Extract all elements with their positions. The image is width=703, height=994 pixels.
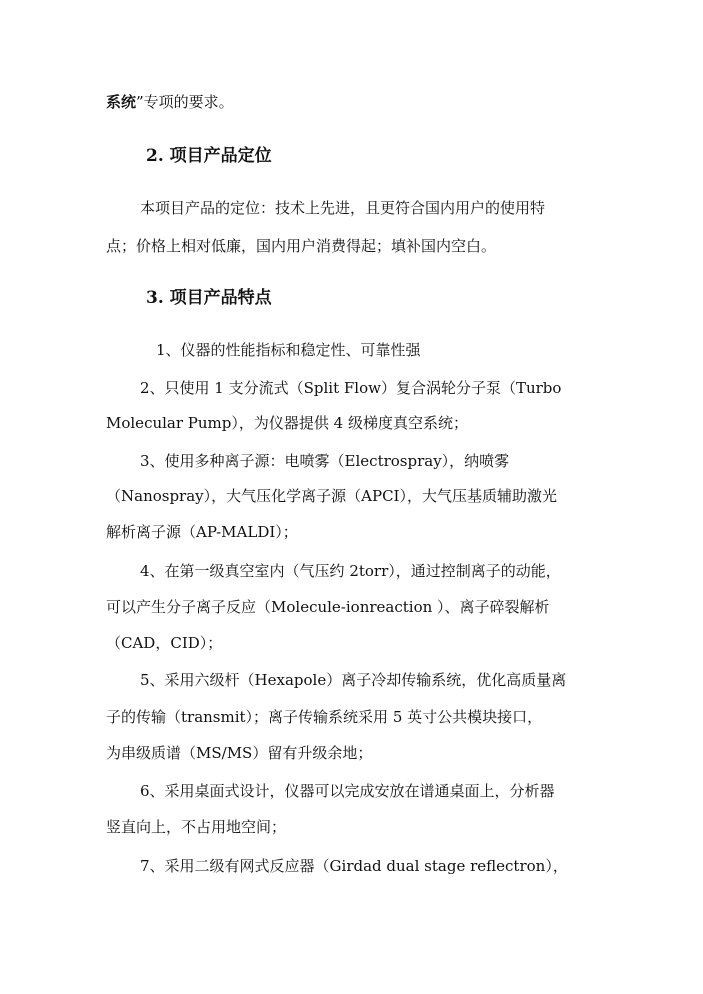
intro-bold-text: 系统 [106,93,137,111]
feature-item-6-line2: 竖直向上，不占用地空间； [106,818,287,836]
feature-item-5-line2: 子的传输（transmit）；离子传输系统采用 5 英寸公共模块接口， [106,708,543,726]
feature-item-5-line1: 5、采用六级杆（Hexapole）离子冷却传输系统，优化高质量离 [140,671,567,689]
feature-item-4-line3: （CAD，CID）； [106,634,223,652]
section3-heading: 3. 项目产品特点 [146,288,272,308]
feature-item-3-line3: 解析离子源（AP-MALDI）； [106,523,298,541]
feature-item-2-line1: 2、只使用 1 支分流式（Split Flow）复合涡轮分子泵（Turbo [140,379,562,397]
intro-line [106,92,234,112]
feature-item-1: 1、仪器的性能指标和稳定性、可靠性强 [156,341,421,359]
intro-rest-text: ”专项的要求。 [136,93,234,111]
section2-para-line1: 本项目产品的定位：技术上先进，且更符合国内用户的使用特 [140,199,546,217]
feature-item-4-line2: 可以产生分子离子反应（Molecule-ionreaction ）、离子碎裂解析 [106,598,550,616]
feature-item-6-line1: 6、采用桌面式设计，仪器可以完成安放在谱通桌面上，分析器 [140,782,555,800]
feature-item-7-line1: 7、采用二级有网式反应器（Girdad dual stage reflectron）， [140,857,568,875]
feature-item-4-line1: 4、在第一级真空室内（气压约 2torr），通过控制离子的动能， [140,562,561,580]
section2-para-line2: 点；价格上相对低廉，国内用户消费得起；填补国内空白。 [106,237,497,255]
section2-heading: 2. 项目产品定位 [146,146,272,166]
feature-item-2-line2: Molecular Pump），为仪器提供 4 级梯度真空系统； [106,414,468,432]
feature-item-3-line2: （Nanospray），大气压化学离子源（APCI），大气压基质辅助激光 [106,487,557,505]
feature-item-3-line1: 3、使用多种离子源：电喷雾（Electrospray），纳喷雾 [140,452,510,470]
feature-item-5-line3: 为串级质谱（MS/MS）留有升级余地； [106,744,373,762]
